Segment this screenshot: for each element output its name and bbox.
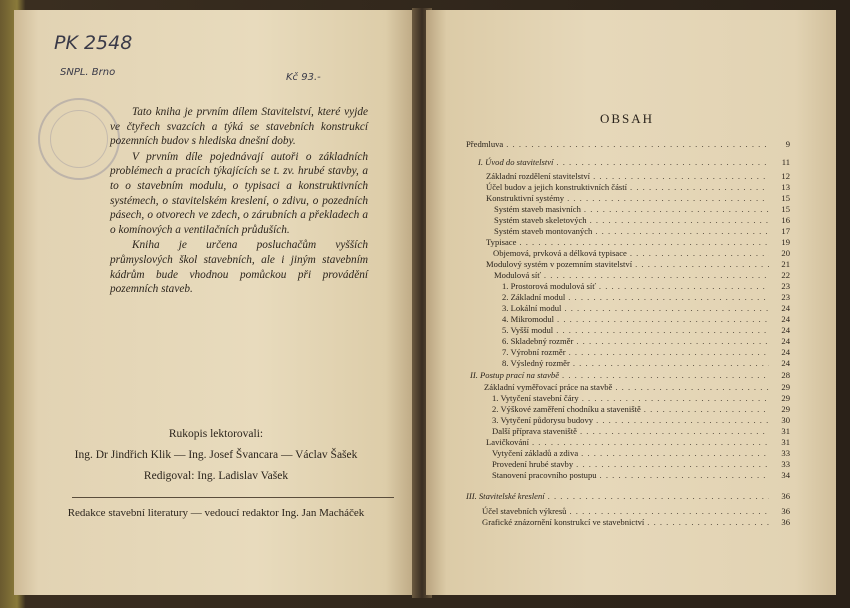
toc-entry-label: Základní rozdělení stavitelství: [486, 171, 591, 181]
divider: [72, 497, 394, 498]
reviewers-label: Rukopis lektorovali:: [168, 428, 264, 440]
handwritten-note: SNPL. Brno: [60, 67, 116, 78]
toc-entry-page: 19: [781, 237, 790, 247]
toc-entry-page: 23: [781, 281, 790, 291]
toc-entry: [482, 516, 790, 528]
toc-entry-page: 36: [781, 506, 790, 516]
intro-paragraph: Tato kniha je prvním dílem Stavitelství, které vyjde ve čtyřech svazcích a týká se stavebních konstrukcí pozemních budov s hlediska dnešní doby.: [110, 106, 368, 148]
toc-entry-page: 29: [781, 393, 790, 403]
handwritten-price: Kč 93.-: [286, 72, 321, 83]
toc-entry-label: Systém staveb montovaných: [494, 226, 593, 236]
toc-entry-label: II. Postup prací na stavbě: [470, 370, 560, 380]
toc-entry-page: 24: [781, 358, 790, 368]
toc-entry-page: 24: [781, 314, 790, 324]
toc-entry-label: 4. Mikromodul: [502, 314, 555, 324]
toc-entry-label: Typisace: [486, 237, 517, 247]
toc-entry-page: 20: [781, 248, 790, 258]
toc-entry-label: Stanovení pracovního postupu: [492, 470, 597, 480]
toc-entry-page: 22: [781, 270, 790, 280]
toc-entry: [478, 156, 790, 168]
editorial-office: Redakce stavební literatury — vedoucí redaktor Ing. Jan Macháček: [67, 507, 365, 519]
toc-entry: [492, 469, 790, 481]
toc-entry-label: Základní vyměřovací práce na stavbě: [484, 382, 613, 392]
toc-entry-label: Konstruktivní systémy: [486, 193, 565, 203]
toc-entry-label: Lavičkování: [486, 437, 529, 447]
handwritten-catalog-number: PK 2548: [54, 32, 133, 54]
toc-entry-label: Účel budov a jejich konstruktivních částí: [486, 182, 628, 192]
intro-text: [110, 105, 368, 298]
toc-entry-page: 12: [781, 171, 790, 181]
toc-entry-page: 31: [781, 437, 790, 447]
toc-entry-page: 31: [781, 426, 790, 436]
toc-entry-label: Další příprava staveniště: [492, 426, 577, 436]
toc-entry-label: Účel stavebních výkresů: [482, 506, 567, 516]
editor-line: Redigoval: Ing. Ladislav Vašek: [143, 470, 289, 482]
toc-entry-label: 6. Skladebný rozměr: [502, 336, 574, 346]
toc-entry: [466, 490, 790, 502]
toc-entry-page: 24: [781, 336, 790, 346]
toc-entry-label: Systém staveb masivních: [494, 204, 581, 214]
toc-entry-page: 24: [781, 303, 790, 313]
toc-entry-page: 28: [781, 370, 790, 380]
toc-entry-label: Provedení hrubé stavby: [492, 459, 574, 469]
toc-entry-page: 34: [781, 470, 790, 480]
toc-entry-page: 24: [781, 347, 790, 357]
intro-paragraph: V prvním díle pojednávají autoři o základních problémech a pracích týkajících se t. zv. hrubé stavby, a to o stavebním modulu, o typisaci a konstruktivních systémech, o stavitelském kreslení, o zdivu, o pozedních pásech, o otvorech ve zdech, o zárubních a překladech a o komínových a ventilačních průduších.: [110, 150, 368, 236]
toc-entry-page: 36: [781, 491, 790, 501]
toc-entry-label: Modulová síť: [494, 270, 541, 280]
toc-entry-label: Předmluva: [466, 139, 504, 149]
intro-paragraph: Kniha je určena posluchačům vyšších průmyslových škol stavebních, ale i jiným stavebním kádrům bude vhodnou pomůckou při provádění pozemních staveb.: [110, 239, 368, 296]
toc-entry-label: 8. Výsledný rozměr: [502, 358, 570, 368]
toc-entry-label: 2. Výškové zaměření chodníku a staveniště: [492, 404, 641, 414]
toc-entry-page: 33: [781, 448, 790, 458]
toc-entry-page: 33: [781, 459, 790, 469]
toc-entry-label: Systém staveb skeletových: [494, 215, 587, 225]
toc-entry-page: 13: [781, 182, 790, 192]
toc-entry: [470, 369, 790, 381]
toc-entry-page: 17: [781, 226, 790, 236]
toc-leader-dots: [647, 516, 769, 528]
toc-entry-page: 21: [781, 259, 790, 269]
toc-entry-page: 29: [781, 404, 790, 414]
toc-leader-dots: [556, 156, 769, 168]
toc-entry-label: Modulový systém v pozemním stavitelství: [486, 259, 633, 269]
toc-entry-page: 29: [781, 382, 790, 392]
toc-entry-label: Vytyčení základů a zdiva: [492, 448, 579, 458]
library-stamp: [38, 98, 120, 180]
toc-leader-dots: [506, 138, 769, 150]
left-page: [14, 10, 418, 595]
toc-entry-label: 1. Vytyčení stavební čáry: [492, 393, 579, 403]
toc-title: OBSAH: [600, 111, 655, 126]
toc-entry-page: 23: [781, 292, 790, 302]
toc-entry-page: 36: [781, 517, 790, 527]
toc-leader-dots: [548, 490, 769, 502]
toc-entry-label: 2. Základní modul: [502, 292, 566, 302]
toc-entry-label: Objemová, prvková a délková typisace: [493, 248, 627, 258]
toc-entry: [502, 357, 790, 369]
toc-leader-dots: [573, 357, 769, 369]
toc-entry-page: 11: [781, 157, 790, 167]
toc-entry-label: 7. Výrobní rozměr: [502, 347, 566, 357]
toc-entry-label: 3. Lokální modul: [502, 303, 562, 313]
toc-entry-page: 15: [781, 193, 790, 203]
reviewers-names: Ing. Dr Jindřich Klik — Ing. Josef Švancara — Václav Šašek: [74, 449, 358, 461]
toc-entry-page: 16: [781, 215, 790, 225]
toc-entry-label: I. Úvod do stavitelství: [478, 157, 554, 167]
toc-leader-dots: [562, 369, 769, 381]
toc-entry-page: 9: [785, 139, 790, 149]
toc-entry: [466, 138, 790, 150]
toc-leader-dots: [600, 469, 769, 481]
toc-entry-page: 24: [781, 325, 790, 335]
toc-entry-label: Grafické znázornění konstrukcí ve stavebnictví: [482, 517, 645, 527]
toc-entry-label: 1. Prostorová modulová síť: [502, 281, 596, 291]
toc-entry-label: III. Stavitelské kreslení: [466, 491, 545, 501]
toc-entry-label: 5. Vyšší modul: [502, 325, 554, 335]
toc-entry-page: 15: [781, 204, 790, 214]
toc-entry-page: 30: [781, 415, 790, 425]
toc-entry-label: 3. Vytyčení půdorysu budovy: [492, 415, 594, 425]
